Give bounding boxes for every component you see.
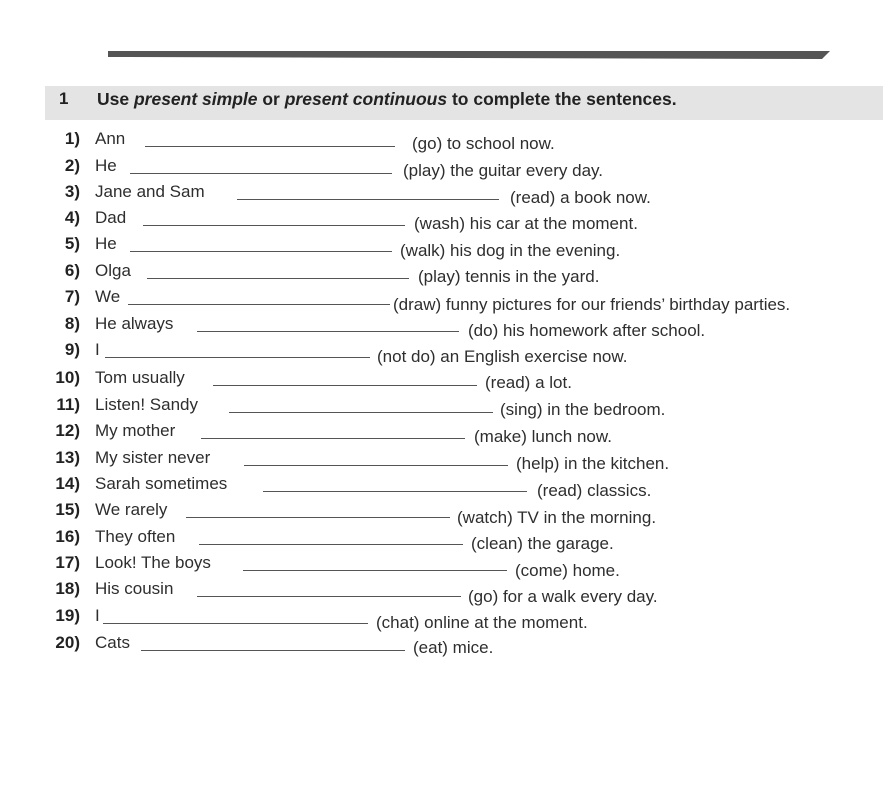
answer-blank[interactable] [141,650,405,651]
answer-blank[interactable] [186,517,450,518]
answer-blank[interactable] [243,570,507,571]
sentence-item [40,578,883,604]
answer-blank[interactable] [263,491,527,492]
sentence-item [40,394,883,420]
sentence-number: 16) [55,527,80,546]
sentence-subject: My mother [95,421,176,440]
sentence-number: 1) [64,129,80,148]
instruction-part: or [257,89,285,109]
instruction-part: present continuous [284,89,448,109]
verb-cue: (play) the guitar every day. [403,161,603,180]
sentence-item [40,420,883,446]
verb-cue: (not do) an English exercise now. [377,347,628,366]
verb-cue: (do) his homework after school. [468,321,706,340]
sentence-subject: I [95,340,100,359]
sentence-item [40,526,883,552]
sentence-number: 9) [64,340,80,359]
verb-cue: (eat) mice. [413,638,494,657]
answer-blank[interactable] [130,173,392,174]
sentence-subject: His cousin [95,579,174,598]
sentence-item [40,632,883,658]
verb-cue: (watch) TV in the morning. [457,508,657,527]
sentence-item [40,313,883,339]
instruction-part: Use [97,89,134,109]
verb-cue: (sing) in the bedroom. [500,400,666,419]
verb-cue: (read) a lot. [485,373,572,392]
sentence-subject: Olga [95,261,131,280]
sentence-item [40,233,883,259]
verb-cue: (go) for a walk every day. [468,587,658,606]
answer-blank[interactable] [130,251,392,252]
sentence-subject: I [95,606,100,625]
answer-blank[interactable] [128,304,390,305]
sentence-number: 15) [55,500,80,519]
sentence-item [40,605,883,631]
instruction-part: to complete the sentences. [447,89,677,109]
sentence-subject: They often [95,527,176,546]
sentence-subject: He [95,234,117,253]
sentence-subject: He always [95,314,174,333]
sentence-number: 14) [55,474,80,493]
answer-blank[interactable] [197,596,461,597]
sentence-subject: Listen! Sandy [95,395,199,414]
sentence-number: 7) [64,287,80,306]
verb-cue: (chat) online at the moment. [376,613,588,632]
verb-cue: (draw) funny pictures for our friends’ birthday parties. [393,295,791,314]
sentence-item [40,339,883,365]
sentence-number: 4) [64,208,80,227]
sentence-item [40,207,883,233]
exercise-number: 1 [59,89,69,108]
sentence-number: 12) [55,421,80,440]
sentence-subject: Ann [95,129,126,148]
answer-blank[interactable] [213,385,477,386]
answer-blank[interactable] [229,412,493,413]
sentence-number: 13) [55,448,80,467]
verb-cue: (wash) his car at the moment. [414,214,638,233]
sentence-number: 17) [55,553,80,572]
sentence-item [40,447,883,473]
sentence-subject: My sister never [95,448,211,467]
verb-cue: (read) classics. [537,481,652,500]
sentence-subject: Jane and Sam [95,182,205,201]
verb-cue: (walk) his dog in the evening. [400,241,621,260]
instruction-part: present simple [133,89,258,109]
sentence-item [40,155,883,181]
sentence-number: 20) [55,633,80,652]
answer-blank[interactable] [143,225,405,226]
answer-blank[interactable] [199,544,463,545]
sentence-subject: Cats [95,633,130,652]
sentence-number: 8) [64,314,80,333]
verb-cue: (make) lunch now. [474,427,612,446]
sentence-number: 5) [64,234,80,253]
sentence-subject: We rarely [95,500,168,519]
sentence-item [40,473,883,499]
sentence-item [40,181,883,207]
answer-blank[interactable] [244,465,508,466]
sentence-subject: He [95,156,117,175]
sentence-subject: Tom usually [95,368,185,387]
verb-cue: (read) a book now. [510,188,651,207]
sentence-number: 19) [55,606,80,625]
sentence-subject: Dad [95,208,127,227]
sentence-number: 10) [55,368,80,387]
exercise-header [45,86,883,120]
verb-cue: (go) to school now. [412,134,555,153]
answer-blank[interactable] [201,438,465,439]
sentence-item [40,260,883,286]
sentence-item [40,552,883,578]
answer-blank[interactable] [103,623,368,624]
exercise-instruction [97,86,677,112]
verb-cue: (help) in the kitchen. [516,454,670,473]
answer-blank[interactable] [145,146,395,147]
sentence-item [40,128,883,154]
sentence-number: 2) [64,156,80,175]
sentence-item [40,499,883,525]
answer-blank[interactable] [197,331,459,332]
verb-cue: (play) tennis in the yard. [418,267,600,286]
sentence-item [40,367,883,393]
sentence-number: 18) [55,579,80,598]
sentence-item [40,286,883,312]
sentence-subject: Sarah sometimes [95,474,228,493]
sentence-number: 11) [56,395,80,414]
sentence-subject: We [95,287,121,306]
top-decorative-rule [108,48,830,62]
sentence-subject: Look! The boys [95,553,211,572]
answer-blank[interactable] [147,278,409,279]
sentence-number: 6) [64,261,80,280]
verb-cue: (come) home. [515,561,620,580]
answer-blank[interactable] [105,357,370,358]
answer-blank[interactable] [237,199,499,200]
sentence-number: 3) [64,182,80,201]
verb-cue: (clean) the garage. [471,534,614,553]
